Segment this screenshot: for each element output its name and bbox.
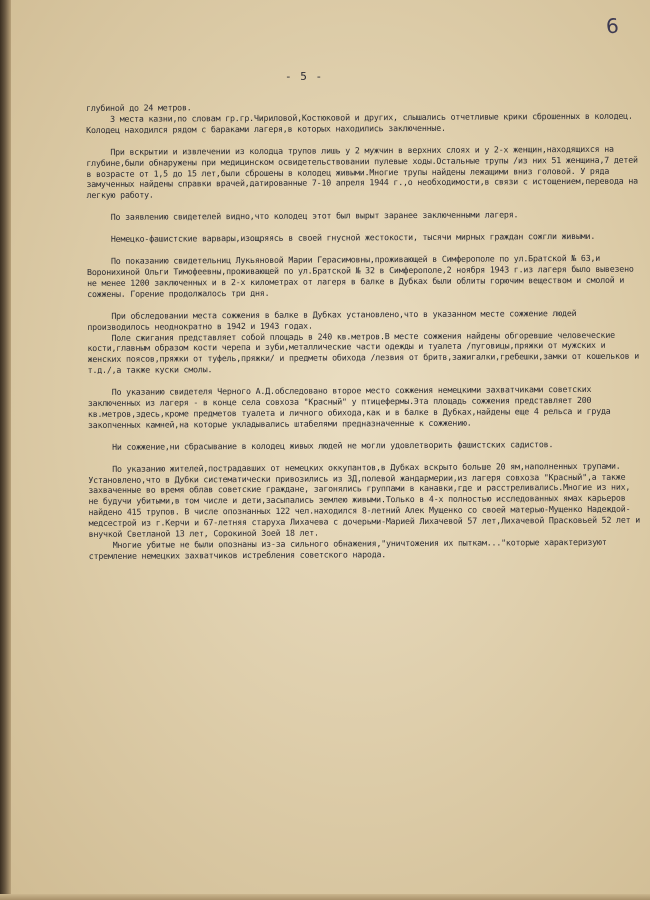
paragraph-4: По заявлению свидетелей видно,что колодец этот был вырыт заранее заключенными лагеря. xyxy=(110,209,519,223)
paragraph-10: Ни сожжение,ни сбрасывание в колодец живых людей не могли удовлетворить фашистских садистов. xyxy=(112,438,554,452)
paragraph-7: При обследовании места сожжения в балке в Дубках установлено,что в указанном месте сожжение людей производилось неоднократно в 1942 и 1943 годах. xyxy=(87,307,577,332)
paragraph-3: При вскрытии и извлечении из колодца трупов лишь у 2 мужчин в верхних слоях и у 2-х женщин,находящихся на глубине,были обнаружены при медицинском освидетельствовании пулевые ходы.Остальные трупы /из них 51 женщина,7 детей в возрасте от 1,5 до 15 лет,были сброшены в колодец живыми.Многие трупы найдены лежащими вниз головой. У ряда замученных найдены справки врачей,датированные 7-10 апреля 1944 г.,о необходимости,в связи с истощением,перевода на легкую работу. xyxy=(86,143,638,201)
paragraph-8: Поле сжигания представляет собой площадь в 240 кв.метров.В месте сожжения найдены обгоревшие человеческие кости,главным образом кости черепа и зуби,металлические части одежды и туалета /пуговицы,пряжки от мужских и женских поясов,пряжки от туфель,пряжки/ и предметы обихода /лезвия от бритв,зажигалки,гребешки,замки от кошельков и т.д./,а также куски смолы. xyxy=(87,329,640,376)
paragraph-9: По указанию свидетеля Черного А.Д.обследовано второе место сожжения немецкими захватчиками советских заключенных из лагеря - в конце села совхоза "Красный" у птицефермы.Эта площадь сожжения представляет 200 кв.метров,здесь,кроме предметов туалета и личного обихода,как и в балке в Дубках,найдены еще 4 рельса и груда закопченных камней,на которые укладывались штабелями предназначенные к сожжению. xyxy=(87,384,611,430)
paragraph-1: глубиной до 24 метров. xyxy=(86,102,192,113)
page-number: - 5 - xyxy=(285,70,324,83)
paragraph-2: 3 места казни,по словам гр.гр.Чириловой,Костюковой и других, слышались отчетливые крики сброшенных в колодец. Колодец находился рядом с бараками лагеря,в которых находились заключенные. xyxy=(86,110,633,135)
paragraph-5: Немецко-фашистские варвары,изощряясь в своей гнусной жестокости, тысячи мирных граждан сожгли живыми. xyxy=(110,231,596,245)
document-body xyxy=(86,100,645,562)
handwritten-page-mark: 6 xyxy=(605,13,620,39)
paragraph-12: Многие убитые не были опознаны из-за сильного обнажения,"уничтожения их пыткам..."которые характеризуют стремление немецких захватчиков истребления советского народа. xyxy=(88,536,607,561)
binding-edge xyxy=(0,0,11,900)
page-bottom-edge xyxy=(0,894,650,900)
paragraph-11: По указанию жителей,пострадавших от немецких оккупантов,в Дубках вскрыто больше 20 ям,наполненных трупами. Установлено,что в Дубки систематически привозились из ЗД,полевой жандармерии,из лагеря совхоза "Красный",а также захваченные во время облав советские граждане, загонялись группами в канавки,где и расстреливались.Многие из них, не будучи убитыми,в том числе и дети,засыпались землею живыми.Только в 4-х полностью исследованных ямах карьеров найдено 415 трупов. В числе опознанных 122 чел.находился 8-летний Алек Мущенко со своей матерью-Мущенко Надеждой-медсестрой из г.Керчи и 67-летняя старуха Лихачева с дочерьми-Марией Лихачевой 57 лет,Лихачевой Прасковьей 52 лет и внучкой Светланой 13 лет, Сорокиной Зоей 18 лет. xyxy=(88,460,641,540)
paragraph-6: По показанию свидетельниц Лукьяновой Марии Герасимовны,проживающей в Симферополе по ул.Братской № 63,и Ворониxиной Ольги Тимофеевны,проживающей по ул.Братской № 32 в Симферополе,2 ноября 1943 г.из лагеря было вывезено не менее 1200 заключенных и в 2-х километрах от лагеря в балке в Дубках были облиты горючим веществом и смолой и сожжены. Горение продолжалось три дня. xyxy=(87,252,634,299)
